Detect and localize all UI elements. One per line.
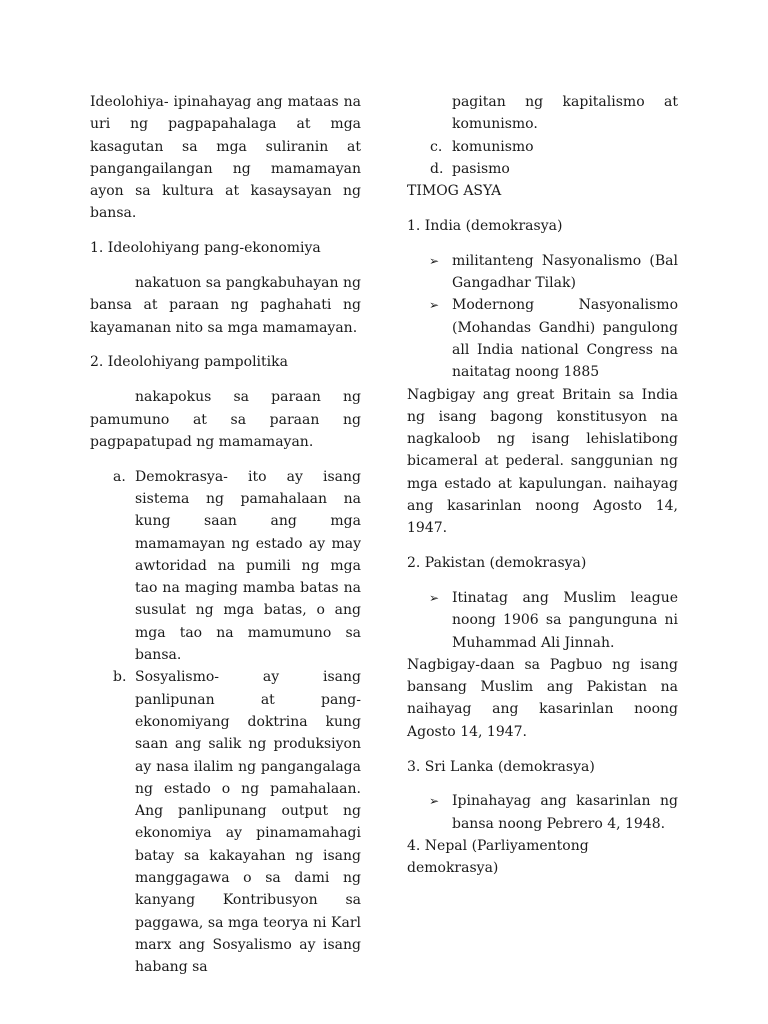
- ideology-list: [90, 466, 361, 979]
- heading-india: 1. India (demokrasya): [407, 217, 563, 234]
- heading-economic-ideology: 1. Ideolohiyang pang-ekonomiya: [90, 240, 321, 257]
- list-item: [90, 666, 361, 978]
- list-marker: d.: [430, 160, 444, 177]
- sri-lanka-bullets: [407, 790, 678, 835]
- arrow-bullet-icon: ➢: [429, 794, 440, 809]
- political-ideology-paragraph: nakapokus sa paraan ng pamumuno at sa paraan ng pagpapatupad ng mamamayan.: [90, 389, 361, 450]
- section-title: TIMOG ASYA: [407, 183, 502, 200]
- heading-nepal: 4. Nepal (Parliyamentong demokrasya): [407, 837, 589, 877]
- list-item: [407, 294, 678, 383]
- list-item: [407, 158, 678, 180]
- list-item-text: komunismo: [452, 138, 534, 155]
- bullet-text: Ipinahayag ang kasarinlan ng bansa noong Pebrero 4, 1948.: [452, 793, 678, 832]
- list-marker: a.: [113, 468, 126, 485]
- arrow-bullet-icon: ➢: [429, 298, 440, 313]
- list-marker: b.: [113, 669, 127, 686]
- intro-paragraph: Ideolohiya- ipinahayag ang mataas na uri ng pagpapahalaga at mga kasagutan sa mga suliranin at pangangailangan ng mamamayan ayon sa kultura at kasaysayan ng bansa.: [90, 94, 361, 222]
- arrow-bullet-icon: ➢: [429, 590, 440, 605]
- list-item-text: Sosyalismo- ay isang panlipunan at pang-ekonomiyang doktrina kung saan ang salik ng produksiyon ay nasa ilalim ng pangangalaga ng estado o ng pamahalaan. Ang panlipunang output ng ekonomiya ay pinamamahagi batay sa kakayahan ng isang manggagawa o sa dami ng kanyang Kontribusyon sa paggawa, sa mga teorya ni Karl marx ang Sosyalismo ay isang habang sa: [135, 669, 361, 976]
- heading-sri-lanka: 3. Sri Lanka (demokrasya): [407, 758, 595, 775]
- ideology-list-continued: [407, 136, 678, 181]
- heading-political-ideology: 2. Ideolohiyang pampolitika: [90, 354, 288, 371]
- list-item: [407, 587, 678, 654]
- list-item-text: pasismo: [452, 160, 510, 177]
- list-item-text: Demokrasya- ito ay isang sistema ng pamahalaan na kung saan ang mga mamamayan ng estado ay may awtoridad na pumili ng mga tao na maging mamba batas na susulat ng mga batas, o ang mga tao na mamumuno sa bansa.: [135, 468, 361, 664]
- heading-pakistan: 2. Pakistan (demokrasya): [407, 555, 587, 572]
- india-paragraph: Nagbigay ang great Britain sa India ng isang bagong konstitusyon na nagkaloob ng isang lehislatibong bicameral at pederal. sanggunian ng mga estado at kapulungan. naihayag ang kasarinlan noong Agosto 14, 1947.: [407, 386, 678, 537]
- pakistan-bullets: [407, 587, 678, 654]
- left-column: [90, 91, 361, 978]
- right-column: [407, 91, 678, 892]
- bullet-text: Itinatag ang Muslim league noong 1906 sa pangunguna ni Muhammad Ali Jinnah.: [452, 589, 678, 651]
- india-bullets: [407, 250, 678, 384]
- arrow-bullet-icon: ➢: [429, 253, 440, 268]
- bullet-text: Modernong Nasyonalismo (Mohandas Gandhi) pangulong all India national Congress na naitatag noong 1885: [452, 297, 678, 381]
- list-item: [407, 250, 678, 295]
- list-item: [90, 466, 361, 667]
- list-item: [407, 790, 678, 835]
- list-continuation: pagitan ng kapitalismo at komunismo.: [452, 94, 678, 133]
- bullet-text: militanteng Nasyonalismo (Bal Gangadhar Tilak): [452, 252, 678, 292]
- pakistan-paragraph: Nagbigay-daan sa Pagbuo ng isang bansang Muslim ang Pakistan na naihayag ang kasarinlan noong Agosto 14, 1947.: [407, 656, 678, 740]
- economic-ideology-paragraph: nakatuon sa pangkabuhayan ng bansa at paraan ng paghahati ng kayamanan nito sa mga mamamayan.: [90, 275, 361, 336]
- list-item: [407, 136, 678, 158]
- list-marker: c.: [430, 138, 443, 155]
